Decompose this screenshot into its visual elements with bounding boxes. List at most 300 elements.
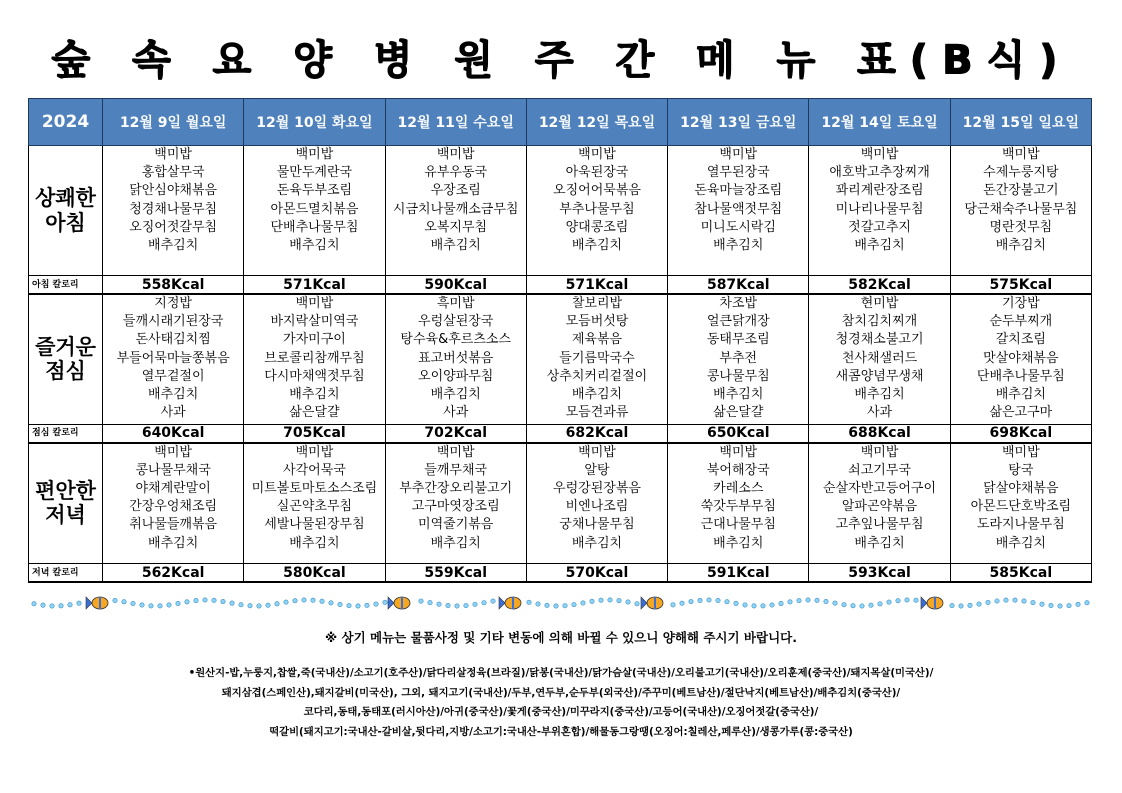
menu-item: 백미밥	[436, 147, 475, 162]
page-title: 숲 속 요 양 병 원 주 간 메 뉴 표(B식)	[51, 37, 1071, 83]
bubble-icon	[914, 598, 918, 602]
bubble-icon	[473, 602, 477, 606]
menu-item: 배추김치	[289, 387, 340, 403]
kcal-value: 559Kcal	[385, 564, 526, 583]
menu-item: 청경채소불고기	[835, 332, 924, 348]
bubble-icon	[59, 604, 63, 608]
bubble-icon	[284, 600, 288, 604]
fish-icon	[86, 597, 108, 609]
bubble-icon	[905, 598, 909, 602]
day-header: 12월 11일 수요일	[385, 99, 526, 146]
fish-icon	[921, 597, 943, 609]
menu-item: 아몬드단호박조림	[970, 499, 1072, 515]
bubble-icon	[230, 601, 234, 605]
kcal-value: 593Kcal	[809, 564, 950, 583]
day-header: 12월 13일 금요일	[668, 99, 809, 146]
menu-item: 배추김치	[713, 238, 764, 254]
menu-item: 꽈리계란장조림	[835, 183, 924, 199]
menu-item: 들기름막국수	[559, 350, 635, 366]
menu-item: 고구마엿장조림	[411, 499, 500, 515]
menu-item: 부들어묵마늘쫑볶음	[116, 350, 230, 366]
menu-item: 삶은달걀	[713, 405, 764, 421]
menu-item: 사각어묵국	[283, 462, 346, 478]
menu-item: 우장조림	[430, 183, 481, 199]
menu-item: 미니도시락김	[700, 219, 776, 235]
kcal-value: 698Kcal	[950, 424, 1091, 443]
menu-item: 새콤양념무생채	[835, 368, 924, 384]
menu-item: 가자미구이	[283, 332, 346, 348]
menu-item: 오이양파무침	[418, 368, 494, 384]
bubble-icon	[698, 598, 702, 602]
menu-item: 우렁살된장국	[418, 314, 494, 330]
menu-item: 부추나물무침	[559, 201, 635, 217]
kcal-value: 682Kcal	[526, 424, 667, 443]
menu-item: 상추치커리겉절이	[546, 368, 648, 384]
kcal-value: 580Kcal	[244, 564, 385, 583]
kcal-label: 아침 칼로리	[29, 276, 103, 295]
bubble-icon	[338, 602, 342, 606]
menu-item: 백미밥	[719, 147, 758, 162]
kcal-row	[29, 276, 1092, 295]
menu-item: 비엔나조림	[565, 499, 629, 515]
bubble-icon	[977, 602, 981, 606]
bubble-icon	[176, 601, 180, 605]
menu-item: 미나리나물무침	[835, 201, 924, 217]
weekly-menu-table	[28, 98, 1092, 583]
bubble-icon	[158, 604, 162, 608]
kcal-value: 585Kcal	[950, 564, 1091, 583]
menu-item: 현미밥	[860, 296, 899, 311]
bubble-icon	[635, 602, 639, 606]
menu-item: 부추전	[719, 350, 758, 366]
menu-cell	[668, 146, 809, 276]
menu-item: 백미밥	[719, 444, 758, 460]
menu-item: 명란젓무침	[989, 219, 1053, 235]
kcal-value: 587Kcal	[668, 276, 809, 295]
bubble-icon	[356, 604, 360, 608]
menu-item: 미트볼토마토소스조림	[251, 480, 378, 496]
bubble-icon	[185, 600, 189, 604]
menu-cell	[103, 443, 244, 564]
bubble-icon	[842, 603, 846, 607]
menu-item: 천사채샐러드	[841, 350, 918, 366]
menu-item: 돈간장불고기	[983, 183, 1059, 199]
meal-label	[29, 146, 103, 276]
origin-line: 떡갈비(돼지고기:국내산-갈비살,뒷다리,지방/소고기:국내산-부위혼합)/해물동그랑땡(오징어:칠레산,페루산)/생콩가루(콩:중국산)	[269, 725, 853, 738]
bubble-icon	[257, 604, 261, 608]
fish-icon	[499, 597, 521, 609]
menu-item: 동태무조림	[706, 332, 770, 348]
menu-cell	[526, 443, 667, 564]
menu-item: 지정밥	[154, 296, 192, 311]
menu-item: 돈사태김치찜	[135, 332, 211, 348]
menu-item: 갈치조림	[995, 332, 1046, 348]
menu-item: 들깨시래기된장국	[122, 314, 224, 330]
menu-cell	[668, 443, 809, 564]
bubble-icon	[41, 603, 45, 607]
kcal-row	[29, 424, 1092, 443]
menu-item: 배추김치	[995, 387, 1046, 403]
menu-item: 오징어어묵볶음	[553, 183, 641, 199]
bubble-icon	[896, 599, 900, 603]
bubble-icon	[725, 600, 729, 604]
menu-cell	[385, 146, 526, 276]
menu-item: 실곤약초무침	[276, 499, 353, 515]
bubble-icon	[212, 598, 216, 602]
menu-cell	[809, 294, 950, 424]
bubble-icon	[968, 603, 972, 607]
bubble-icon	[374, 602, 378, 606]
menu-item: 간장우엉채조림	[129, 499, 218, 515]
kcal-value: 688Kcal	[809, 424, 950, 443]
bubble-icon	[383, 600, 387, 604]
bubble-icon	[1031, 600, 1035, 604]
bubble-icon	[1067, 603, 1071, 607]
bubble-icon	[275, 602, 279, 606]
bubble-icon	[572, 602, 576, 606]
bubble-icon	[302, 598, 306, 602]
menu-item: 백미밥	[295, 444, 334, 460]
menu-item: 부추간장오리불고기	[399, 480, 513, 496]
menu-item: 쇠고기무국	[848, 462, 911, 478]
menu-item: 배추김치	[995, 238, 1046, 254]
menu-item: 배추김치	[854, 535, 905, 551]
menu-item: 배추김치	[571, 238, 623, 254]
menu-cell	[950, 146, 1091, 276]
header-row	[29, 99, 1092, 146]
day-header: 12월 10일 화요일	[244, 99, 385, 146]
bubble-icon	[455, 604, 459, 608]
menu-item: 바지락살미역국	[270, 314, 359, 330]
menu-item: 얼큰닭개장	[706, 314, 770, 330]
menu-cell	[244, 294, 385, 424]
bubble-icon	[950, 603, 954, 607]
menu-item: 궁채나물무침	[559, 517, 635, 533]
menu-item: 북어해장국	[706, 462, 770, 478]
bubble-icon	[428, 600, 432, 604]
bubble-icon	[482, 600, 486, 604]
menu-cell	[950, 294, 1091, 424]
kcal-value: 562Kcal	[103, 564, 244, 583]
menu-item: 배추김치	[571, 387, 623, 403]
menu-item: 세발나물된장무침	[264, 517, 365, 533]
menu-item: 브로콜리참깨무침	[264, 350, 365, 366]
menu-item: 참치김치찌개	[841, 314, 918, 330]
menu-item: 찰보리밥	[571, 296, 623, 311]
menu-item: 배추김치	[854, 238, 905, 254]
bubble-icon	[689, 599, 693, 603]
year-header: 2024	[29, 99, 103, 146]
bubble-icon	[833, 601, 837, 605]
bubble-icon	[770, 603, 774, 607]
bubble-icon	[50, 604, 54, 608]
bubble-icon	[860, 604, 864, 608]
menu-item: 사과	[866, 405, 893, 421]
bubble-icon	[581, 601, 585, 605]
kcal-label: 저녁 칼로리	[29, 564, 103, 583]
menu-item: 돈육마늘장조림	[694, 183, 783, 199]
menu-item: 애호박고추장찌개	[829, 165, 930, 181]
menu-item: 배추김치	[289, 238, 340, 254]
kcal-value: 571Kcal	[244, 276, 385, 295]
bubble-icon	[959, 604, 963, 608]
bubble-icon	[536, 602, 540, 606]
bubble-icon	[77, 601, 81, 605]
bubble-icon	[995, 599, 999, 603]
notice-text: ※ 상기 메뉴는 물품사정 및 기타 변동에 의해 바뀔 수 있으니 양해해 주시기 바랍니다.	[325, 630, 797, 645]
menu-item: 흑미밥	[436, 296, 475, 311]
bubble-icon	[221, 599, 225, 603]
kcal-value: 702Kcal	[385, 424, 526, 443]
menu-item: 모듬견과류	[565, 405, 629, 421]
menu-item: 다시마채액젓무침	[264, 368, 365, 384]
menu-item: 오복지무침	[424, 219, 488, 235]
menu-item: 닭살야채볶음	[983, 480, 1059, 496]
bubble-icon	[365, 603, 369, 607]
menu-item: 콩나물무채국	[135, 462, 211, 478]
menu-item: 백미밥	[578, 444, 616, 460]
origin-line: 코다리,동태,동태포(러시아산)/아귀(중국산)/꽃게(중국산)/미꾸라지(중국산)/고등어(국내산)/오징어젓갈(중국산)/	[303, 706, 819, 718]
menu-item: 야채계란말이	[135, 480, 211, 496]
menu-item: 사과	[160, 405, 186, 421]
menu-item: 백미밥	[295, 296, 334, 311]
bubble-icon	[545, 603, 549, 607]
bubble-icon	[1022, 599, 1026, 603]
menu-item: 백미밥	[860, 147, 899, 162]
origin-info	[40, 664, 1082, 742]
kcal-value: 558Kcal	[103, 276, 244, 295]
menu-item: 배추김치	[713, 387, 764, 403]
menu-item: 차조밥	[719, 296, 758, 311]
menu-item: 유부우동국	[424, 165, 488, 181]
menu-cell	[244, 443, 385, 564]
menu-item: 홍합살무국	[141, 165, 205, 181]
bubble-icon	[563, 604, 567, 608]
menu-item: 청경채나물무침	[129, 201, 218, 217]
kcal-row	[29, 564, 1092, 583]
bubble-icon	[1040, 602, 1044, 606]
bubble-icon	[1013, 598, 1017, 602]
bubble-icon	[869, 603, 873, 607]
menu-item: 들깨무채국	[424, 462, 488, 478]
bubble-icon	[311, 598, 315, 602]
menu-item: 맛살야채볶음	[983, 350, 1059, 366]
menu-cell	[526, 294, 667, 424]
menu-item: 백미밥	[578, 147, 616, 162]
menu-item: 양대콩조림	[565, 219, 629, 235]
bubble-icon	[707, 598, 711, 602]
kcal-value: 582Kcal	[809, 276, 950, 295]
origin-line: •원산지-밥,누룽지,찹쌀,죽(국내산)/소고기(호주산)/닭다리살정육(브라질)/닭봉(국내산)/닭가슴살(국내산)/오리불고기(국내산)/오리훈제(중국산)/돼지목살(미국산)/	[188, 667, 934, 679]
bubble-icon	[779, 601, 783, 605]
menu-cell	[668, 294, 809, 424]
menu-cell	[809, 443, 950, 564]
day-header: 12월 12일 목요일	[526, 99, 667, 146]
fish-icon	[388, 597, 410, 609]
kcal-value: 571Kcal	[526, 276, 667, 295]
menu-item: 배추김치	[430, 535, 481, 551]
menu-item: 아욱된장국	[565, 165, 629, 181]
day-header: 12월 15일 일요일	[950, 99, 1091, 146]
meal-label-line: 편안한	[35, 479, 96, 504]
menu-cell	[809, 146, 950, 276]
meal-label	[29, 443, 103, 564]
menu-cell	[103, 294, 244, 424]
menu-item: 취나물들깨볶음	[129, 517, 218, 533]
menu-item: 미역줄기볶음	[418, 517, 494, 533]
menu-item: 배추김치	[854, 387, 905, 403]
bubble-icon	[248, 604, 252, 608]
menu-item: 제육볶음	[571, 332, 623, 348]
bubble-icon	[239, 603, 243, 607]
bubble-icon	[743, 603, 747, 607]
bubble-icon	[1076, 602, 1080, 606]
menu-item: 표고버섯볶음	[418, 350, 494, 366]
menu-item: 배추김치	[713, 535, 764, 551]
day-header: 12월 9일 월요일	[103, 99, 244, 146]
bubble-icon	[788, 600, 792, 604]
menu-item: 탕국	[1008, 462, 1034, 478]
meal-label-line: 저녁	[45, 503, 86, 528]
bubble-icon	[131, 601, 135, 605]
bubble-icon	[815, 598, 819, 602]
meal-label	[29, 294, 103, 424]
origin-line: 돼지삼겹(스페인산),돼지갈비(미국산), 그외, 돼지고기(국내산)/두부,연두부,순두부(외국산)/주꾸미(베트남산)/절단낙지(베트남산)/배추김치(중국산)/	[221, 686, 901, 699]
bubble-icon	[68, 603, 72, 607]
bubble-icon	[680, 601, 684, 605]
menu-item: 기장밥	[1002, 296, 1040, 311]
menu-cell	[244, 146, 385, 276]
bubble-icon	[347, 603, 351, 607]
meal-label-line: 아침	[45, 210, 86, 235]
bubble-icon	[617, 598, 621, 602]
menu-item: 배추김치	[289, 535, 340, 551]
bubble-icon	[140, 603, 144, 607]
meal-row	[29, 294, 1092, 424]
menu-item: 도라지나물무침	[976, 517, 1065, 533]
menu-item: 고추잎나물무침	[835, 517, 924, 533]
menu-item: 우렁강된장볶음	[553, 480, 641, 496]
menu-item: 모듬버섯탕	[565, 314, 629, 330]
bubble-icon	[437, 602, 441, 606]
menu-item: 참나물액젓무침	[694, 201, 783, 217]
menu-item: 알파곤약볶음	[841, 499, 918, 515]
bubble-icon	[986, 600, 990, 604]
menu-cell	[103, 146, 244, 276]
menu-item: 열무된장국	[706, 165, 770, 181]
menu-item: 아몬드멸치볶음	[270, 201, 359, 217]
menu-item: 오징어젓갈무침	[129, 219, 218, 235]
kcal-value: 575Kcal	[950, 276, 1091, 295]
bubble-icon	[527, 600, 531, 604]
bubble-icon	[797, 598, 801, 602]
bubble-icon	[32, 602, 36, 606]
menu-item: 순두부찌개	[989, 314, 1053, 330]
bubble-icon	[149, 604, 153, 608]
day-header: 12월 14일 토요일	[809, 99, 950, 146]
bubble-icon	[671, 603, 675, 607]
bubble-icon	[887, 600, 891, 604]
bubble-icon	[1058, 604, 1062, 608]
bubble-icon	[464, 603, 468, 607]
bubble-icon	[194, 598, 198, 602]
bubble-icon	[734, 601, 738, 605]
menu-item: 콩나물무침	[706, 368, 770, 384]
menu-item: 배추김치	[148, 535, 199, 551]
menu-item: 열무겉절이	[141, 368, 205, 384]
kcal-value: 570Kcal	[526, 564, 667, 583]
menu-item: 삶은달걀	[289, 405, 340, 421]
menu-item: 돈육두부조림	[276, 183, 353, 199]
menu-item: 알탕	[584, 462, 610, 478]
menu-item: 단배추나물무침	[976, 368, 1065, 384]
decorative-bubble-fish-border	[30, 594, 1094, 612]
menu-item: 사과	[443, 405, 469, 421]
menu-item: 당근채숙주나물무침	[964, 201, 1078, 217]
bubble-icon	[851, 604, 855, 608]
bubble-icon	[824, 599, 828, 603]
meal-row	[29, 146, 1092, 276]
menu-item: 삶은고구마	[989, 405, 1053, 421]
bubble-icon	[122, 600, 126, 604]
bubble-icon	[491, 599, 495, 603]
meal-label-line: 점심	[45, 359, 86, 384]
fish-icon	[641, 597, 663, 609]
menu-item: 젓갈고추지	[848, 219, 911, 235]
bubble-icon	[1085, 601, 1089, 605]
menu-item: 백미밥	[1002, 444, 1040, 460]
bubble-icon	[761, 604, 765, 608]
bubble-icon	[878, 602, 882, 606]
menu-item: 백미밥	[1002, 147, 1040, 162]
bubble-icon	[716, 598, 720, 602]
menu-item: 수제누룽지탕	[983, 165, 1059, 181]
menu-item: 카레소스	[713, 480, 764, 496]
kcal-value: 640Kcal	[103, 424, 244, 443]
bubble-icon	[806, 598, 810, 602]
menu-item: 닭안심야채볶음	[129, 183, 218, 199]
menu-item: 물만두계란국	[276, 165, 353, 181]
bubble-icon	[1004, 598, 1008, 602]
menu-item: 탕수육&후르츠소스	[400, 332, 511, 348]
menu-item: 배추김치	[571, 535, 623, 551]
menu-item: 순살자반고등어구이	[823, 480, 937, 496]
menu-item: 백미밥	[436, 444, 475, 460]
bubble-icon	[446, 603, 450, 607]
menu-item: 백미밥	[154, 147, 192, 162]
kcal-value: 705Kcal	[244, 424, 385, 443]
menu-item: 백미밥	[154, 444, 192, 460]
menu-cell	[526, 146, 667, 276]
bubble-icon	[1049, 603, 1053, 607]
menu-item: 백미밥	[860, 444, 899, 460]
bubble-icon	[554, 604, 558, 608]
meal-label-line: 상쾌한	[35, 186, 96, 211]
menu-item: 쑥갓두부무침	[700, 499, 776, 515]
kcal-label: 점심 칼로리	[29, 424, 103, 443]
bubble-icon	[203, 598, 207, 602]
menu-cell	[950, 443, 1091, 564]
bubble-icon	[320, 599, 324, 603]
bubble-icon	[329, 601, 333, 605]
bubble-icon	[590, 599, 594, 603]
menu-item: 단배추나물무침	[270, 219, 359, 235]
meal-label-line: 즐거운	[35, 335, 96, 360]
menu-item: 배추김치	[148, 387, 199, 403]
menu-cell	[385, 443, 526, 564]
menu-cell	[385, 294, 526, 424]
bubble-icon	[113, 598, 117, 602]
